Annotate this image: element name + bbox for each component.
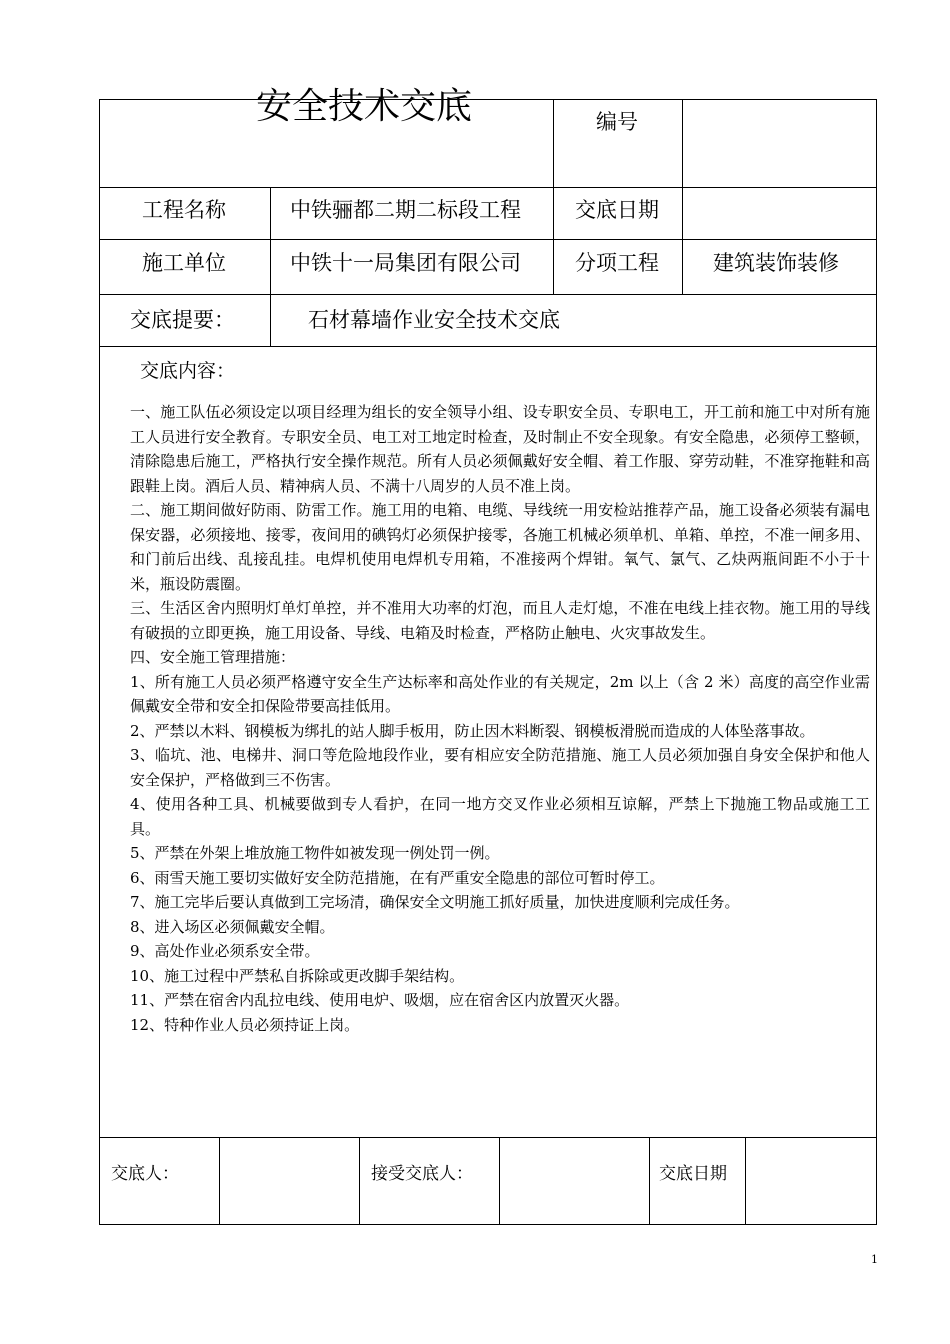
content-label: 交底内容：: [140, 360, 236, 382]
grid-line: [553, 99, 554, 295]
grid-line: [99, 187, 877, 188]
summary-label: 交底提要：: [130, 308, 235, 332]
content-paragraph: 一、施工队伍必须设定以项目经理为组长的安全领导小组、设专职安全员、专职电工，开工前和施工中对所有施工人员进行安全教育。专职安全员、电工对工地定时检查，及时制止不安全现象。有安全隐患，必须停工整顿，清除隐患后施工，严格执行安全操作规范。所有人员必须佩戴好安全帽、着工作服、穿劳动鞋，不准穿拖鞋和高跟鞋上岗。酒后人员、精神病人员、不满十八周岁的人员不准上岗。: [130, 403, 870, 495]
content-paragraph: 2、严禁以木料、钢模板为绑扎的站人脚手板用，防止因木料断裂、钢模板滑脱而造成的人体坠落事故。: [130, 721, 815, 740]
content-paragraph: 11、严禁在宿舍内乱拉电线、使用电炉、吸烟，应在宿舍区内放置灭火器。: [130, 991, 630, 1009]
project-name-value: 中铁骊都二期二标段工程: [290, 198, 521, 222]
grid-line: [499, 1137, 500, 1225]
discloser-label: 交底人：: [111, 1164, 179, 1184]
content-paragraph: 4、使用各种工具、机械要做到专人看护，在同一地方交叉作业必须相互谅解，严禁上下抛施工物品或施工工具。: [130, 795, 870, 838]
grid-line: [649, 1137, 650, 1225]
content-paragraph: 5、严禁在外架上堆放施工物件如被发现一例处罚一例。: [130, 844, 500, 862]
number-label: 编号: [596, 110, 638, 134]
content-paragraph: 6、雨雪天施工要切实做好安全防范措施，在有严重安全隐患的部位可暂时停工。: [130, 868, 665, 887]
grid-line: [270, 187, 271, 347]
grid-line: [682, 99, 683, 295]
content-paragraph: 7、施工完毕后要认真做到工完场清，确保安全文明施工抓好质量，加快进度顺利完成任务。: [130, 893, 740, 911]
content-paragraph: 1、所有施工人员必须严格遵守安全生产达标率和高处作业的有关规定，2m 以上（含 2 米）高度的高空作业需佩戴安全带和安全扣保险带要高挂低用。: [130, 672, 870, 715]
footer-date-label: 交底日期: [659, 1164, 727, 1184]
receiver-label: 接受交底人：: [371, 1164, 473, 1184]
page-number: 1: [871, 1253, 878, 1266]
grid-line: [359, 1137, 360, 1225]
grid-line: [99, 346, 877, 347]
grid-line: [99, 239, 877, 240]
content-body: [130, 400, 870, 1037]
grid-line: [99, 294, 877, 295]
sub-item-label: 分项工程: [575, 251, 659, 275]
sub-item-value: 建筑装饰装修: [713, 251, 839, 275]
grid-line: [99, 1137, 877, 1138]
grid-line: [745, 1137, 746, 1225]
document-title: 安全技术交底: [256, 86, 473, 127]
content-paragraph: 三、生活区舍内照明灯单灯单控，并不准用大功率的灯泡，而且人走灯熄，不准在电线上挂衣物。施工用的导线有破损的立即更换，施工用设备、导线、电箱及时检查，严格防止触电、火灾事故发生。: [130, 599, 870, 642]
content-paragraph: 10、施工过程中严禁私自拆除或更改脚手架结构。: [130, 966, 465, 985]
content-paragraph: 8、进入场区必须佩戴安全帽。: [130, 917, 335, 936]
construction-unit-label: 施工单位: [142, 251, 226, 275]
content-paragraph: 12、特种作业人员必须持证上岗。: [130, 1015, 360, 1034]
content-paragraph: 二、施工期间做好防雨、防雷工作。施工用的电箱、电缆、导线统一用安检站推荐产品，施工设备必须装有漏电保安器，必须接地、接零，夜间用的碘钨灯必须保护接零，各施工机械必须单机、单箱、单控，不准一闸多用、和门前后出线、乱接乱挂。电焊机使用电焊机专用箱，不准接两个焊钳。氧气、氯气、乙炔两瓶间距不小于十米，瓶设防震圈。: [130, 501, 870, 593]
construction-unit-value: 中铁十一局集团有限公司: [290, 251, 521, 275]
project-name-label: 工程名称: [142, 198, 226, 222]
summary-value: 石材幕墙作业安全技术交底: [308, 308, 560, 332]
content-paragraph: 四、安全施工管理措施：: [130, 648, 296, 666]
content-paragraph: 9、高处作业必须系安全带。: [130, 942, 320, 960]
date-label: 交底日期: [575, 198, 659, 222]
content-paragraph: 3、临坑、池、电梯井、洞口等危险地段作业，要有相应安全防范措施、施工人员必须加强自身安全保护和他人安全保护，严格做到三不伤害。: [130, 746, 870, 789]
grid-line: [219, 1137, 220, 1225]
